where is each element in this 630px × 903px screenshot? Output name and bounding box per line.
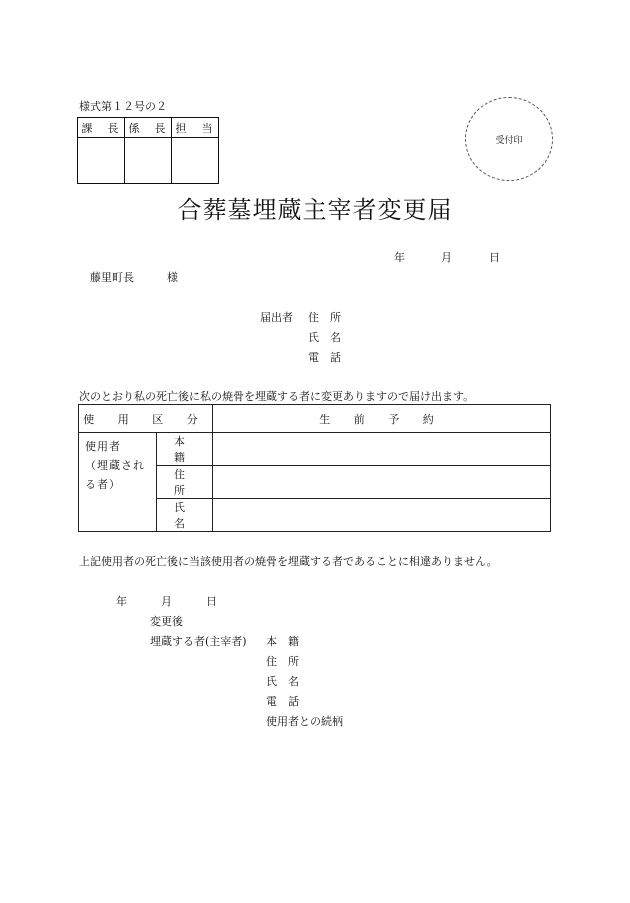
applicant-phone-label: 電 話 [308,351,341,364]
date2-month: 月 [161,595,172,608]
row-label-name: 氏 名 [157,499,213,532]
stamp-header-person-in-charge: 担 当 [172,118,219,138]
document-title: 合葬墓埋蔵主宰者変更届 [177,196,453,224]
declaration-text: 上記使用者の死亡後に当該使用者の焼骨を埋蔵する者であることに相違ありません。 [79,555,498,568]
stamp-header-section-chief: 課 長 [78,118,125,138]
pre-reservation-header: 生 前 予 約 [213,405,551,433]
after-change-label: 変更後 [150,615,183,628]
reception-seal-label: 受付印 [495,135,523,146]
stamp-header-subsection-chief: 係 長 [125,118,172,138]
stamp-box-subsection-chief[interactable] [125,138,172,184]
applicant-name-label: 氏 名 [308,331,341,344]
stamp-box-section-chief[interactable] [78,138,125,184]
successor-phone-label: 電 話 [266,695,299,708]
applicant-label: 届出者 [260,311,293,324]
name-field[interactable] [213,499,551,532]
user-label-line-1: 使用者 [85,440,121,453]
domicile-field[interactable] [213,433,551,466]
stamp-box-person-in-charge[interactable] [172,138,219,184]
addressee: 藤里町長 様 [90,271,178,284]
user-label-cell [79,433,157,532]
reservation-table [78,404,551,532]
successor-relation-label: 使用者との続柄 [266,715,343,728]
date2-day: 日 [206,595,217,608]
successor-domicile-label: 本 籍 [266,635,299,648]
date-year: 年 [394,251,405,264]
successor-name-label: 氏 名 [266,675,299,688]
user-label-line-2: （埋蔵され [85,459,145,472]
successor-address-label: 住 所 [266,655,299,668]
user-label-line-3: る者） [85,478,121,491]
intro-text: 次のとおり私の死亡後に私の焼骨を埋蔵する者に変更ありますので届け出ます。 [79,390,475,403]
row-label-domicile: 本 籍 [157,433,213,466]
date2-year: 年 [116,595,127,608]
row-label-address: 住 所 [157,466,213,499]
date-month: 月 [441,251,452,264]
address-field[interactable] [213,466,551,499]
applicant-address-label: 住 所 [308,311,341,324]
usage-category-header: 使 用 区 分 [79,405,213,433]
date-day: 日 [489,251,500,264]
form-number: 様式第１２号の２ [79,100,167,113]
successor-label: 埋蔵する者(主宰者) [150,635,247,648]
approval-stamp-table [77,117,219,184]
reception-seal-circle [465,97,553,181]
